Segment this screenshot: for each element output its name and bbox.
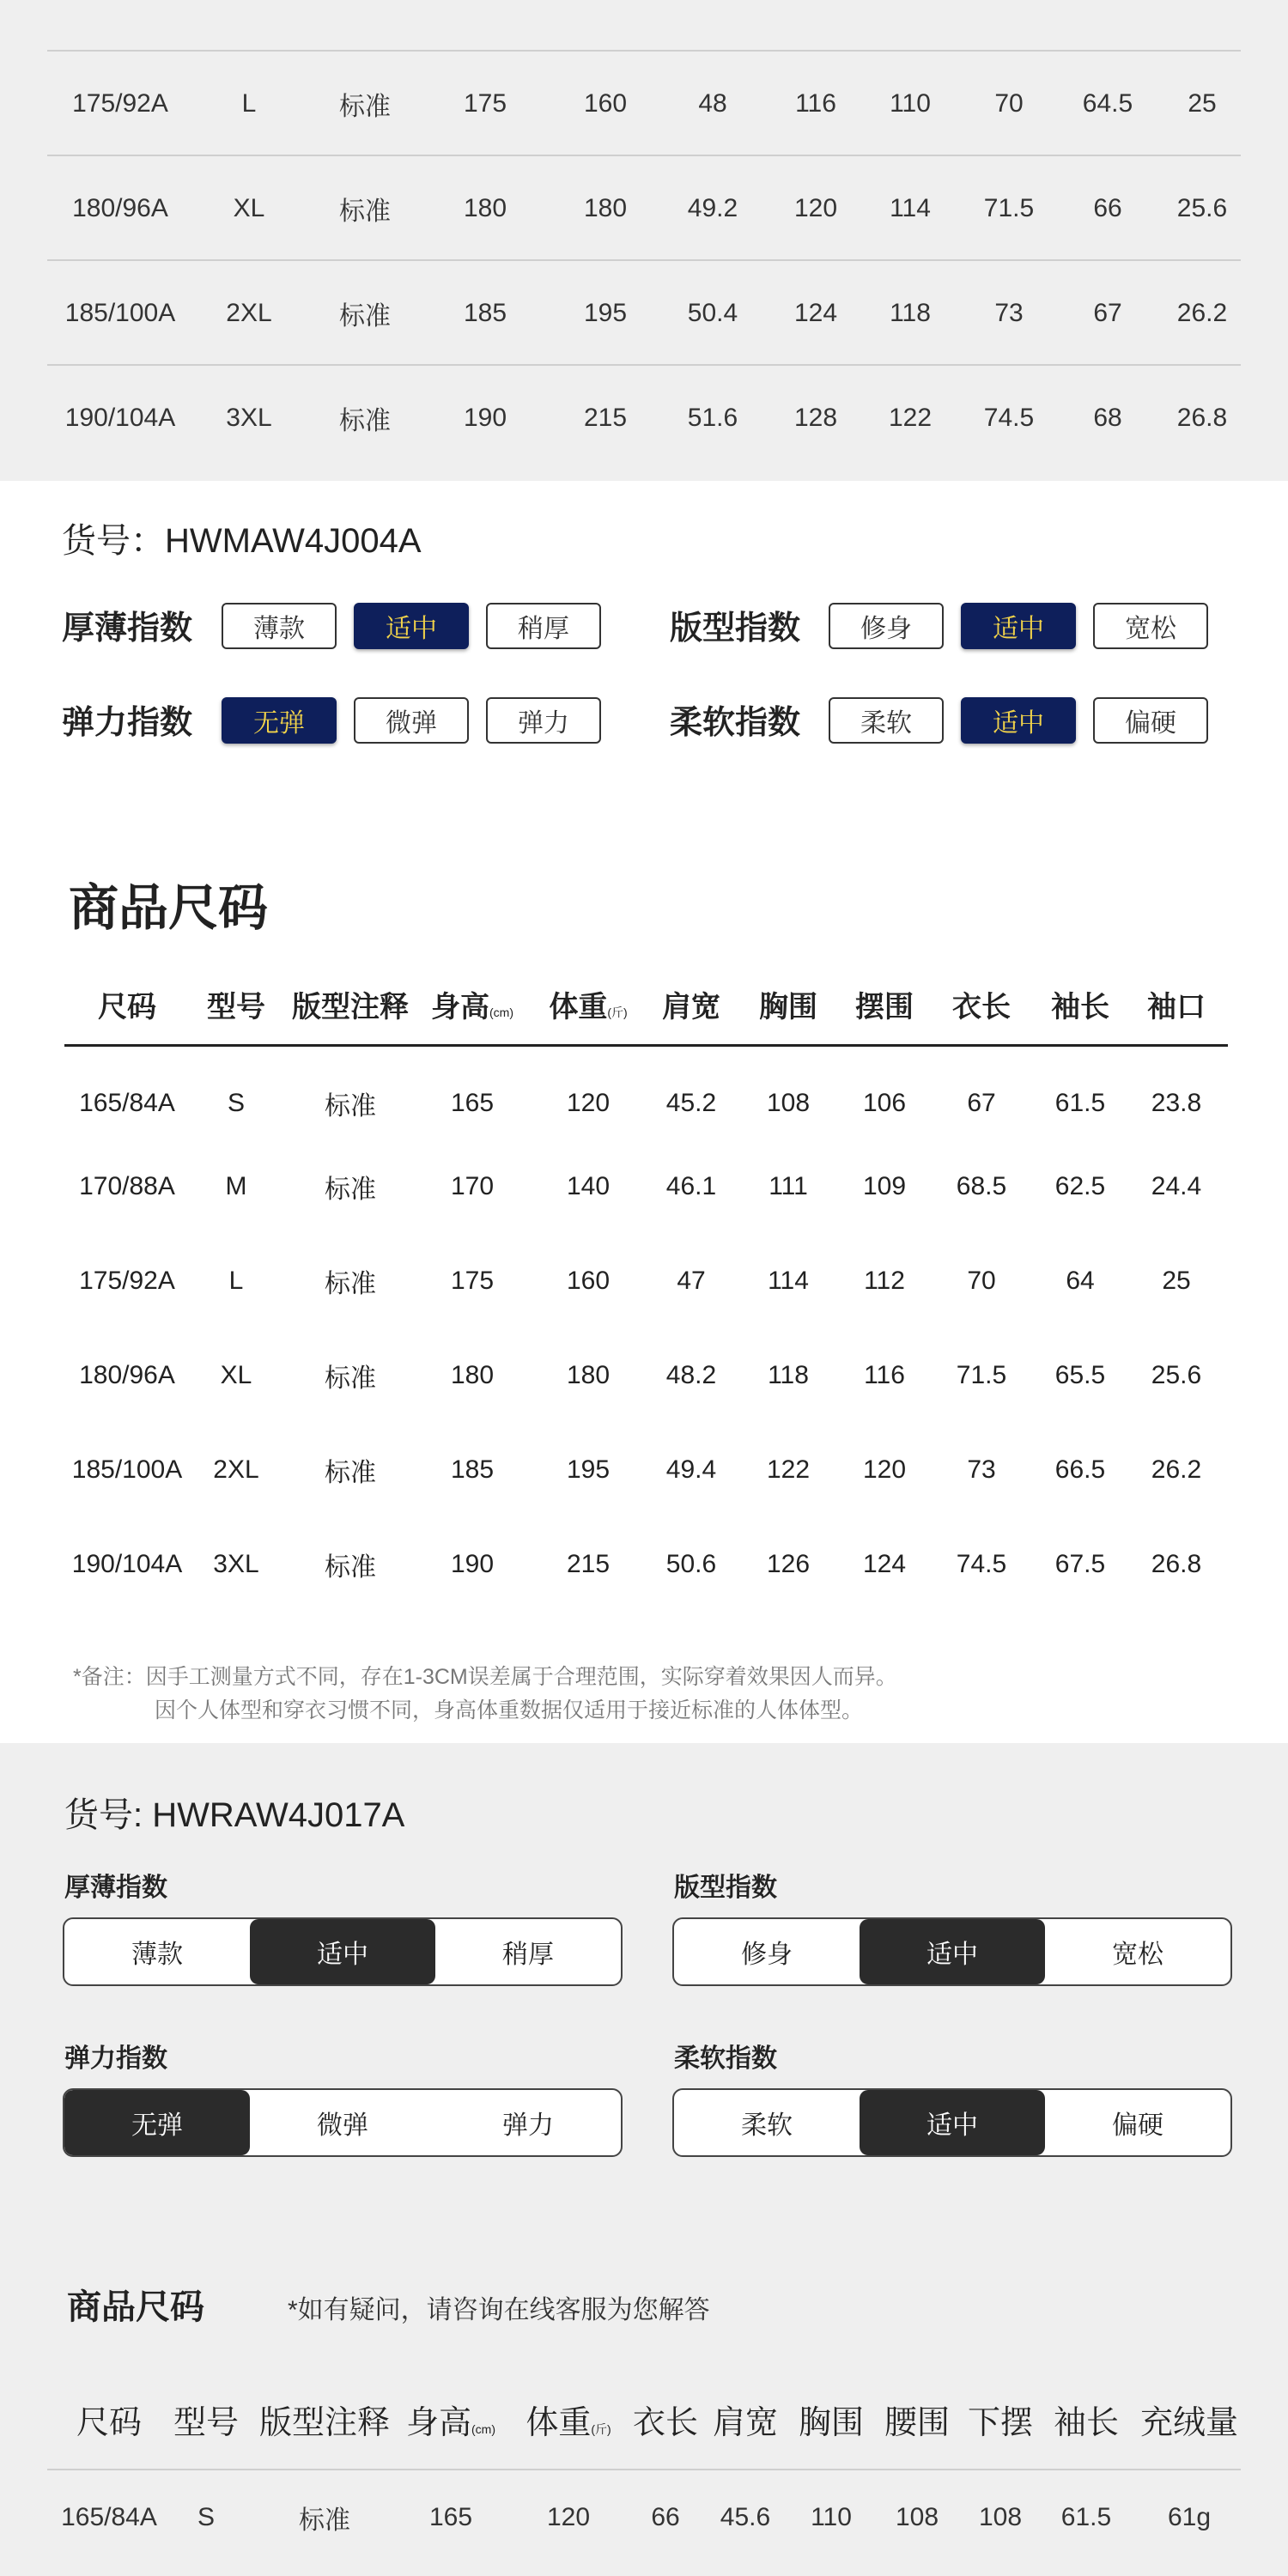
table-cell: 2XL xyxy=(213,1455,259,1484)
header-divider xyxy=(64,1044,1228,1047)
table-cell: 110 xyxy=(811,2503,852,2531)
table-cell: 26.2 xyxy=(1151,1455,1202,1484)
table-cell: 标准 xyxy=(339,197,391,226)
table-cell: 71.5 xyxy=(983,194,1035,222)
table-cell: 2XL xyxy=(226,299,272,327)
table-cell: 215 xyxy=(583,404,628,432)
table-cell: S xyxy=(227,1089,245,1117)
table-row-partial xyxy=(47,0,1241,52)
table-cell: 标准 xyxy=(325,1270,376,1298)
table-cell: 61g xyxy=(1167,2503,1212,2531)
column-header-text: 肩宽 xyxy=(712,2405,778,2441)
column-header-unit: (cm) xyxy=(471,2422,495,2436)
column-header xyxy=(391,2396,511,2443)
column-header xyxy=(1129,2396,1249,2443)
table-cell: 128 xyxy=(793,404,838,432)
table-cell: 126 xyxy=(766,1550,811,1578)
top-size-table-section xyxy=(0,0,1288,481)
column-header-text: 衣长 xyxy=(632,2405,698,2441)
table-cell: 26.2 xyxy=(1176,299,1228,327)
table-cell: 73 xyxy=(994,299,1024,327)
index-option-button[interactable]: 弹力 xyxy=(486,697,601,744)
table-cell: 120 xyxy=(862,1455,907,1484)
index-option-button[interactable]: 柔软 xyxy=(829,697,944,744)
table-cell: 109 xyxy=(862,1172,907,1200)
table-cell: 114 xyxy=(768,1267,809,1295)
column-header xyxy=(874,2396,960,2443)
table-cell: 标准 xyxy=(325,1176,376,1204)
size-note-line2: 因个人体型和穿衣习惯不同，身高体重数据仅适用于接近标准的人体体型。 xyxy=(155,1698,864,1722)
index-option-button[interactable]: 修身 xyxy=(829,603,944,649)
index-option-button[interactable]: 稍厚 xyxy=(486,603,601,649)
table-cell: 180 xyxy=(566,1361,611,1389)
table-cell: 71.5 xyxy=(956,1361,1007,1389)
index-option[interactable]: 稍厚 xyxy=(502,1941,554,1969)
table-cell: 185 xyxy=(463,299,507,327)
table-cell: 66 xyxy=(1093,194,1122,222)
table-cell: 70 xyxy=(994,89,1024,118)
table-cell: 122 xyxy=(888,404,933,432)
table-cell: 110 xyxy=(890,89,931,118)
table-cell: 185/100A xyxy=(71,1455,183,1484)
table-cell: 61.5 xyxy=(1060,2503,1112,2531)
column-header xyxy=(788,2396,874,2443)
product-a-sku: 货号：HWMAW4J004A xyxy=(62,522,422,560)
index-option[interactable]: 弹力 xyxy=(502,2111,554,2140)
table-cell: 3XL xyxy=(213,1550,259,1578)
column-header-text: 腰围 xyxy=(884,2405,950,2441)
table-cell: 66.5 xyxy=(1054,1455,1106,1484)
table-cell: 51.6 xyxy=(687,404,738,432)
index-label: 版型指数 xyxy=(674,1874,777,1902)
index-option-button[interactable]: 偏硬 xyxy=(1093,697,1208,744)
table-cell: 74.5 xyxy=(956,1550,1007,1578)
table-cell: 111 xyxy=(769,1172,808,1200)
table-cell: 195 xyxy=(583,299,628,327)
table-cell: 175/92A xyxy=(72,89,168,118)
table-cell: 160 xyxy=(583,89,628,118)
table-cell: 190 xyxy=(450,1550,495,1578)
column-header xyxy=(163,2396,249,2443)
column-header xyxy=(702,2396,788,2443)
table-cell: 标准 xyxy=(325,1459,376,1487)
table-cell: 45.6 xyxy=(720,2503,771,2531)
column-header xyxy=(508,2396,629,2443)
index-option[interactable]: 适中 xyxy=(860,1919,1045,1984)
table-cell: 65.5 xyxy=(1054,1361,1106,1389)
index-option-button[interactable]: 适中 xyxy=(354,603,469,649)
table-cell: 24.4 xyxy=(1151,1172,1202,1200)
column-header-text: 袖长 xyxy=(1053,2405,1119,2441)
index-label: 厚薄指数 xyxy=(62,611,193,647)
column-header-text: 体重 xyxy=(526,2405,592,2441)
table-cell: 49.4 xyxy=(665,1455,717,1484)
table-cell: 47 xyxy=(677,1267,706,1295)
table-cell: 标准 xyxy=(339,407,391,435)
table-cell: 68 xyxy=(1093,404,1122,432)
table-cell: 195 xyxy=(566,1455,611,1484)
index-option-button[interactable]: 适中 xyxy=(961,697,1076,744)
table-cell: 124 xyxy=(793,299,838,327)
index-option[interactable]: 修身 xyxy=(741,1941,793,1969)
column-header-text: 充绒量 xyxy=(1139,2405,1238,2441)
index-option-button[interactable]: 宽松 xyxy=(1093,603,1208,649)
table-cell: 106 xyxy=(862,1089,907,1117)
index-option[interactable]: 无弹 xyxy=(64,2090,250,2155)
table-cell: 46.1 xyxy=(665,1172,717,1200)
table-cell: XL xyxy=(233,194,265,222)
table-cell: 73 xyxy=(967,1455,996,1484)
index-segmented-control xyxy=(63,1917,623,1986)
table-cell: 185 xyxy=(450,1455,495,1484)
table-cell: 标准 xyxy=(325,1092,376,1121)
column-header-unit: (cm) xyxy=(489,1005,513,1019)
column-header xyxy=(1108,983,1245,1025)
table-cell: 215 xyxy=(566,1550,611,1578)
column-header xyxy=(282,983,419,1025)
table-cell: 170/88A xyxy=(79,1172,175,1200)
column-header-text: 肩宽 xyxy=(662,991,720,1024)
size-table-b-hint: *如有疑问，请咨询在线客服为您解答 xyxy=(288,2296,710,2324)
table-cell: 120 xyxy=(546,2503,591,2531)
table-cell: 48.2 xyxy=(665,1361,717,1389)
table-cell: 64.5 xyxy=(1082,89,1133,118)
table-cell: 116 xyxy=(795,89,836,118)
table-cell: 165/84A xyxy=(79,1089,175,1117)
table-cell: 108 xyxy=(766,1089,811,1117)
column-header-text: 尺码 xyxy=(76,2405,142,2441)
table-cell: 175 xyxy=(450,1267,495,1295)
column-header-text: 胸围 xyxy=(759,991,817,1024)
column-header xyxy=(1043,2396,1129,2443)
column-header-text: 袖口 xyxy=(1147,991,1206,1024)
index-option[interactable]: 薄款 xyxy=(131,1941,183,1969)
table-cell: 122 xyxy=(766,1455,811,1484)
column-header-unit: (斤) xyxy=(591,2422,611,2436)
column-header-text: 版型注释 xyxy=(258,2405,390,2441)
table-cell: 50.4 xyxy=(687,299,738,327)
table-cell: 23.8 xyxy=(1151,1089,1202,1117)
table-cell: 165 xyxy=(428,2503,473,2531)
table-cell: L xyxy=(241,89,257,118)
table-cell: 74.5 xyxy=(983,404,1035,432)
table-cell: 175 xyxy=(463,89,507,118)
index-label: 厚薄指数 xyxy=(64,1874,167,1902)
table-row xyxy=(47,155,1241,261)
table-cell: 116 xyxy=(864,1361,905,1389)
index-label: 柔软指数 xyxy=(674,2044,777,2073)
table-row xyxy=(47,50,1241,156)
table-cell: 66 xyxy=(651,2503,680,2531)
column-header xyxy=(49,2396,169,2443)
table-cell: 64 xyxy=(1066,1267,1095,1295)
table-cell: 标准 xyxy=(339,93,391,121)
table-cell: 180 xyxy=(583,194,628,222)
table-cell: 170 xyxy=(450,1172,495,1200)
table-cell: 175/92A xyxy=(79,1267,175,1295)
table-cell: 标准 xyxy=(325,1364,376,1393)
size-note-line1: *备注：因手工测量方式不同，存在1-3CM误差属于合理范围，实际穿着效果因人而异。 xyxy=(73,1665,897,1689)
table-cell: 26.8 xyxy=(1151,1550,1202,1578)
table-cell: 49.2 xyxy=(687,194,738,222)
index-option[interactable]: 柔软 xyxy=(741,2111,793,2140)
table-cell: 67.5 xyxy=(1054,1550,1106,1578)
index-option-button[interactable]: 适中 xyxy=(961,603,1076,649)
column-header xyxy=(256,2396,393,2443)
size-table-title: 商品尺码 xyxy=(69,880,269,936)
column-header-text: 版型注释 xyxy=(292,991,409,1024)
product-b-section xyxy=(0,1743,1288,2576)
table-cell: XL xyxy=(220,1361,252,1389)
column-header-text: 摆围 xyxy=(855,991,914,1024)
column-header xyxy=(957,2396,1043,2443)
table-cell: L xyxy=(228,1267,244,1295)
index-option[interactable]: 偏硬 xyxy=(1112,2111,1163,2140)
column-header-text: 尺码 xyxy=(98,991,156,1024)
table-cell: 3XL xyxy=(226,404,272,432)
table-cell: 25.6 xyxy=(1176,194,1228,222)
table-cell: 25 xyxy=(1188,89,1217,118)
table-cell: 185/100A xyxy=(64,299,176,327)
table-cell: 48 xyxy=(698,89,727,118)
table-cell: 108 xyxy=(978,2503,1023,2531)
column-header-unit: (斤) xyxy=(607,1005,628,1019)
table-cell: M xyxy=(225,1172,247,1200)
index-label: 弹力指数 xyxy=(64,2044,167,2073)
size-table-b-title: 商品尺码 xyxy=(67,2288,204,2326)
index-option-button[interactable]: 微弹 xyxy=(354,697,469,744)
column-header-text: 袖长 xyxy=(1051,991,1109,1024)
index-option[interactable]: 宽松 xyxy=(1112,1941,1163,1969)
column-header xyxy=(627,2396,704,2443)
index-option[interactable]: 适中 xyxy=(860,2090,1045,2155)
column-header-text: 身高 xyxy=(405,2405,471,2441)
table-cell: S xyxy=(197,2503,215,2531)
table-cell: 26.8 xyxy=(1176,404,1228,432)
table-cell: 62.5 xyxy=(1054,1172,1106,1200)
table-cell: 45.2 xyxy=(665,1089,717,1117)
column-header-text: 体重 xyxy=(549,991,608,1024)
index-label: 版型指数 xyxy=(670,611,801,647)
table-cell: 120 xyxy=(793,194,838,222)
column-header-text: 下摆 xyxy=(967,2405,1033,2441)
index-segmented-control xyxy=(672,2088,1232,2157)
table-cell: 61.5 xyxy=(1054,1089,1106,1117)
table-cell: 190 xyxy=(463,404,507,432)
table-cell: 180 xyxy=(463,194,507,222)
table-cell: 118 xyxy=(768,1361,809,1389)
column-header-text: 型号 xyxy=(207,991,265,1024)
table-cell: 180/96A xyxy=(79,1361,175,1389)
table-row xyxy=(47,259,1241,366)
table-cell: 68.5 xyxy=(956,1172,1007,1200)
table-cell: 67 xyxy=(967,1089,996,1117)
index-segmented-control xyxy=(672,1917,1232,1986)
table-cell: 标准 xyxy=(325,1553,376,1582)
table-cell: 70 xyxy=(967,1267,996,1295)
table-cell: 标准 xyxy=(299,2506,350,2535)
column-header-text: 身高 xyxy=(431,991,489,1024)
table-row xyxy=(47,364,1241,471)
table-cell: 165/84A xyxy=(61,2503,157,2531)
table-cell: 180 xyxy=(450,1361,495,1389)
index-segmented-control xyxy=(63,2088,623,2157)
column-header-text: 胸围 xyxy=(798,2405,864,2441)
table-cell: 165 xyxy=(450,1089,495,1117)
column-header-text: 型号 xyxy=(173,2405,239,2441)
table-cell: 140 xyxy=(566,1172,611,1200)
table-cell: 190/104A xyxy=(71,1550,183,1578)
table-cell: 190/104A xyxy=(64,404,176,432)
table-cell: 118 xyxy=(890,299,931,327)
table-cell: 25 xyxy=(1162,1267,1191,1295)
table-cell: 112 xyxy=(864,1267,905,1295)
table-cell: 180/96A xyxy=(72,194,168,222)
table-cell: 114 xyxy=(890,194,931,222)
product-b-sku: 货号: HWRAW4J017A xyxy=(64,1796,405,1834)
index-label: 柔软指数 xyxy=(670,705,801,741)
table-cell: 108 xyxy=(895,2503,939,2531)
index-option-button[interactable]: 无弹 xyxy=(222,697,337,744)
table-cell: 67 xyxy=(1093,299,1122,327)
table-row xyxy=(47,2469,1241,2575)
index-option[interactable]: 适中 xyxy=(250,1919,435,1984)
table-cell: 120 xyxy=(566,1089,611,1117)
column-header-text: 衣长 xyxy=(952,991,1011,1024)
index-option[interactable]: 微弹 xyxy=(317,2111,368,2140)
index-label: 弹力指数 xyxy=(62,705,193,741)
index-option-button[interactable]: 薄款 xyxy=(222,603,337,649)
table-cell: 50.6 xyxy=(665,1550,717,1578)
table-cell: 标准 xyxy=(339,302,391,331)
table-cell: 124 xyxy=(862,1550,907,1578)
table-cell: 25.6 xyxy=(1151,1361,1202,1389)
table-cell: 160 xyxy=(566,1267,611,1295)
